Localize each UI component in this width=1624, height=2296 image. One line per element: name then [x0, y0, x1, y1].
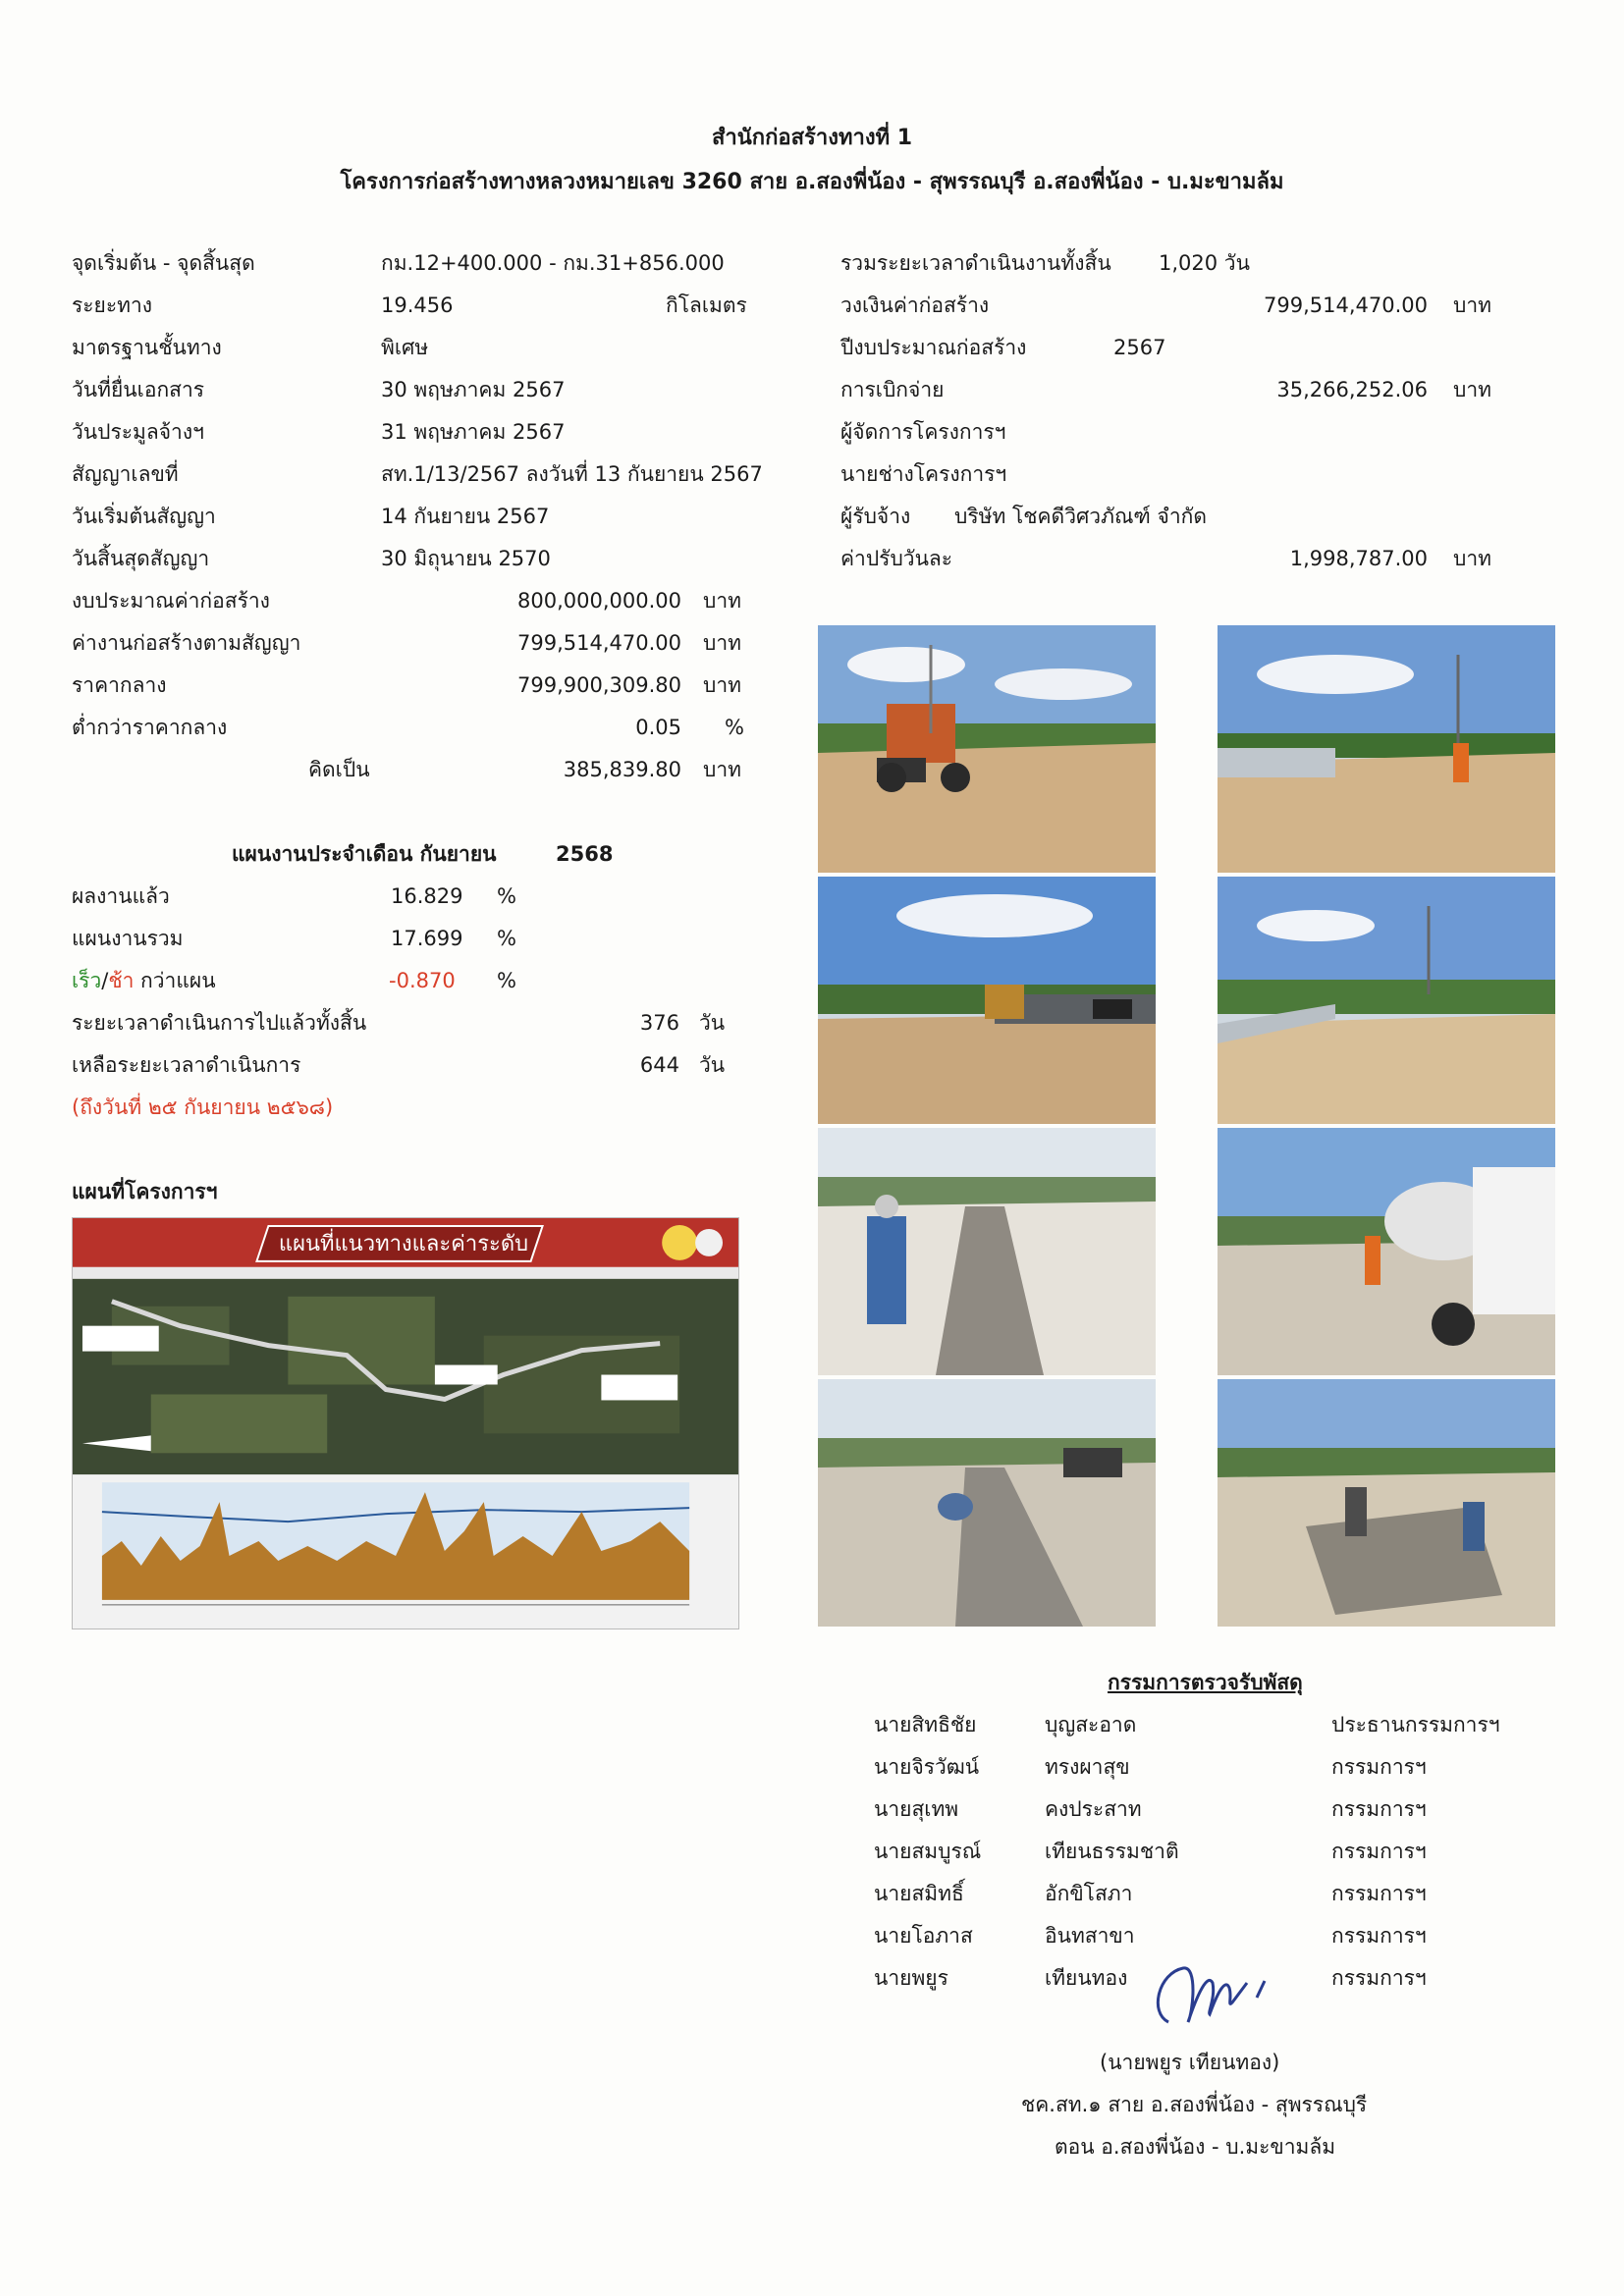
member-role: กรรมการฯ: [1331, 1966, 1427, 1990]
site-photo: [1218, 625, 1555, 873]
info-label: มาตรฐานชั้นทาง: [72, 336, 222, 359]
budget-unit: %: [725, 716, 744, 739]
budget-value: 800,000,000.00: [517, 589, 681, 613]
info-value: 30 พฤษภาคม 2567: [381, 378, 566, 401]
budget-value: 799,514,470.00: [517, 631, 681, 655]
elapsed-label: ระยะเวลาดำเนินการไปแล้วทั้งสิ้น: [72, 1011, 367, 1035]
budget-label: งบประมาณค่าก่อสร้าง: [72, 589, 270, 613]
fast-label: เร็ว: [72, 969, 102, 992]
map-graphic: [73, 1218, 738, 1629]
plan-heading: แผนงานประจำเดือน กันยายน: [232, 842, 497, 866]
site-photo: [1218, 1379, 1555, 1627]
contractor-name: บริษัท โชคดีวิศวภัณฑ์ จำกัด: [954, 505, 1207, 528]
member-role: กรรมการฯ: [1331, 1840, 1427, 1863]
member-role: กรรมการฯ: [1331, 1924, 1427, 1948]
as-of-date: (ถึงวันที่ ๒๕ กันยายน ๒๕๖๘): [72, 1095, 334, 1119]
member-role: ประธานกรรมการฯ: [1331, 1713, 1500, 1736]
info-value: สท.1/13/2567 ลงวันที่ 13 กันยายน 2567: [381, 462, 763, 486]
site-photo: [1218, 1128, 1555, 1375]
committee-heading: กรรมการตรวจรับพัสดุ: [1108, 1671, 1303, 1694]
info-unit: บาท: [1453, 547, 1491, 570]
info-label: ระยะทาง: [72, 294, 153, 317]
member-last-name: เทียนทอง: [1045, 1966, 1128, 1990]
info-value: 35,266,252.06: [1276, 378, 1428, 401]
info-label: ผู้จัดการโครงการฯ: [840, 420, 1006, 444]
remaining-label: เหลือระยะเวลาดำเนินการ: [72, 1053, 301, 1077]
info-label: วันเริ่มต้นสัญญา: [72, 505, 216, 528]
handwritten-signature: [1139, 1953, 1286, 2042]
fast-slow-label: [72, 967, 216, 994]
info-label: ปีงบประมาณก่อสร้าง: [840, 336, 1027, 359]
slash: /: [101, 969, 109, 992]
info-label: ค่าปรับวันละ: [840, 547, 953, 570]
slow-label: ช้า: [108, 969, 135, 992]
info-label: ผู้รับจ้าง: [840, 505, 911, 528]
info-value: 31 พฤษภาคม 2567: [381, 420, 566, 444]
member-first-name: นายจิรวัฒน์: [874, 1755, 980, 1779]
remaining-unit: วัน: [699, 1053, 726, 1077]
info-value: 19.456: [381, 294, 454, 317]
site-photo: [818, 1379, 1156, 1627]
info-value: กม.12+400.000 - กม.31+856.000: [381, 251, 725, 275]
remaining-value: 644: [639, 1053, 679, 1077]
info-value: 14 กันยายน 2567: [381, 505, 550, 528]
budget-label: คิดเป็น: [308, 758, 370, 781]
budget-value: 0.05: [635, 716, 681, 739]
info-label: วงเงินค่าก่อสร้าง: [840, 294, 990, 317]
plan-unit: %: [497, 884, 516, 908]
member-last-name: บุญสะอาด: [1045, 1713, 1137, 1736]
info-unit: บาท: [1453, 378, 1491, 401]
member-last-name: อินทสาขา: [1045, 1924, 1135, 1948]
info-label: วันประมูลจ้างฯ: [72, 420, 204, 444]
site-photo: [818, 625, 1156, 873]
info-label: วันสิ้นสุดสัญญา: [72, 547, 210, 570]
budget-label: ราคากลาง: [72, 673, 167, 697]
info-label: วันที่ยื่นเอกสาร: [72, 378, 205, 401]
project-map: [72, 1217, 739, 1629]
project-title: โครงการก่อสร้างทางหลวงหมายเลข 3260 สาย อ.สองพี่น้อง - สุพรรณบุรี อ.สองพี่น้อง - บ.มะขามล้ม: [340, 170, 1284, 194]
member-last-name: ทรงผาสุข: [1045, 1755, 1130, 1779]
signer-position: ชค.สท.๑ สาย อ.สองพี่น้อง - สุพรรณบุรี: [1021, 2093, 1368, 2116]
member-role: กรรมการฯ: [1331, 1755, 1427, 1779]
member-first-name: นายสมิทธิ์: [874, 1882, 964, 1905]
info-value: 1,998,787.00: [1289, 547, 1428, 570]
plan-value: 17.699: [391, 927, 463, 950]
map-heading: แผนที่โครงการฯ: [72, 1180, 218, 1203]
signer-name: (นายพยูร เทียนทอง): [1100, 2051, 1280, 2074]
office-title: สำนักก่อสร้างทางที่ 1: [711, 126, 913, 150]
member-first-name: นายพยูร: [874, 1966, 948, 1990]
compare-value: -0.870: [389, 969, 456, 992]
info-label: สัญญาเลขที่: [72, 462, 179, 486]
info-unit: บาท: [1453, 294, 1491, 317]
site-photo: [1218, 877, 1555, 1124]
site-photo: [818, 877, 1156, 1124]
budget-unit: บาท: [703, 758, 741, 781]
info-unit: กิโลเมตร: [666, 294, 747, 317]
compare-unit: %: [497, 969, 516, 992]
info-label: จุดเริ่มต้น - จุดสิ้นสุด: [72, 251, 255, 275]
member-first-name: นายสมบูรณ์: [874, 1840, 982, 1863]
member-first-name: นายโอภาส: [874, 1924, 973, 1948]
info-label: การเบิกจ่าย: [840, 378, 945, 401]
budget-unit: บาท: [703, 673, 741, 697]
member-role: กรรมการฯ: [1331, 1797, 1427, 1821]
member-role: กรรมการฯ: [1331, 1882, 1427, 1905]
info-value: 799,514,470.00: [1264, 294, 1428, 317]
budget-value: 799,900,309.80: [517, 673, 681, 697]
info-value: พิเศษ: [381, 336, 429, 359]
info-label: นายช่างโครงการฯ: [840, 462, 1007, 486]
elapsed-unit: วัน: [699, 1011, 726, 1035]
elapsed-value: 376: [639, 1011, 679, 1035]
signer-section: ตอน อ.สองพี่น้อง - บ.มะขามล้ม: [1055, 2135, 1336, 2159]
info-value: 2567: [1113, 336, 1166, 359]
plan-label: แผนงานรวม: [72, 927, 184, 950]
plan-unit: %: [497, 927, 516, 950]
budget-label: ต่ำกว่าราคากลาง: [72, 716, 228, 739]
member-last-name: คงประสาท: [1045, 1797, 1142, 1821]
duration-value: 1,020 วัน: [1159, 251, 1250, 275]
site-photo: [818, 1128, 1156, 1375]
map-banner-title: แผนที่แนวทางและค่าระดับ: [278, 1232, 529, 1256]
budget-label: ค่างานก่อสร้างตามสัญญา: [72, 631, 301, 655]
plan-label: ผลงานแล้ว: [72, 884, 170, 908]
compare-label: กว่าแผน: [134, 969, 216, 992]
member-last-name: เทียนธรรมชาติ: [1045, 1840, 1179, 1863]
member-last-name: อักขิโสภา: [1045, 1882, 1133, 1905]
budget-value: 385,839.80: [563, 758, 681, 781]
budget-unit: บาท: [703, 631, 741, 655]
plan-year: 2568: [556, 842, 614, 866]
budget-unit: บาท: [703, 589, 741, 613]
duration-label: รวมระยะเวลาดำเนินงานทั้งสิ้น: [840, 251, 1111, 275]
member-first-name: นายสุเทพ: [874, 1797, 959, 1821]
info-value: 30 มิถุนายน 2570: [381, 547, 551, 570]
plan-value: 16.829: [391, 884, 463, 908]
member-first-name: นายสิทธิชัย: [874, 1713, 977, 1736]
